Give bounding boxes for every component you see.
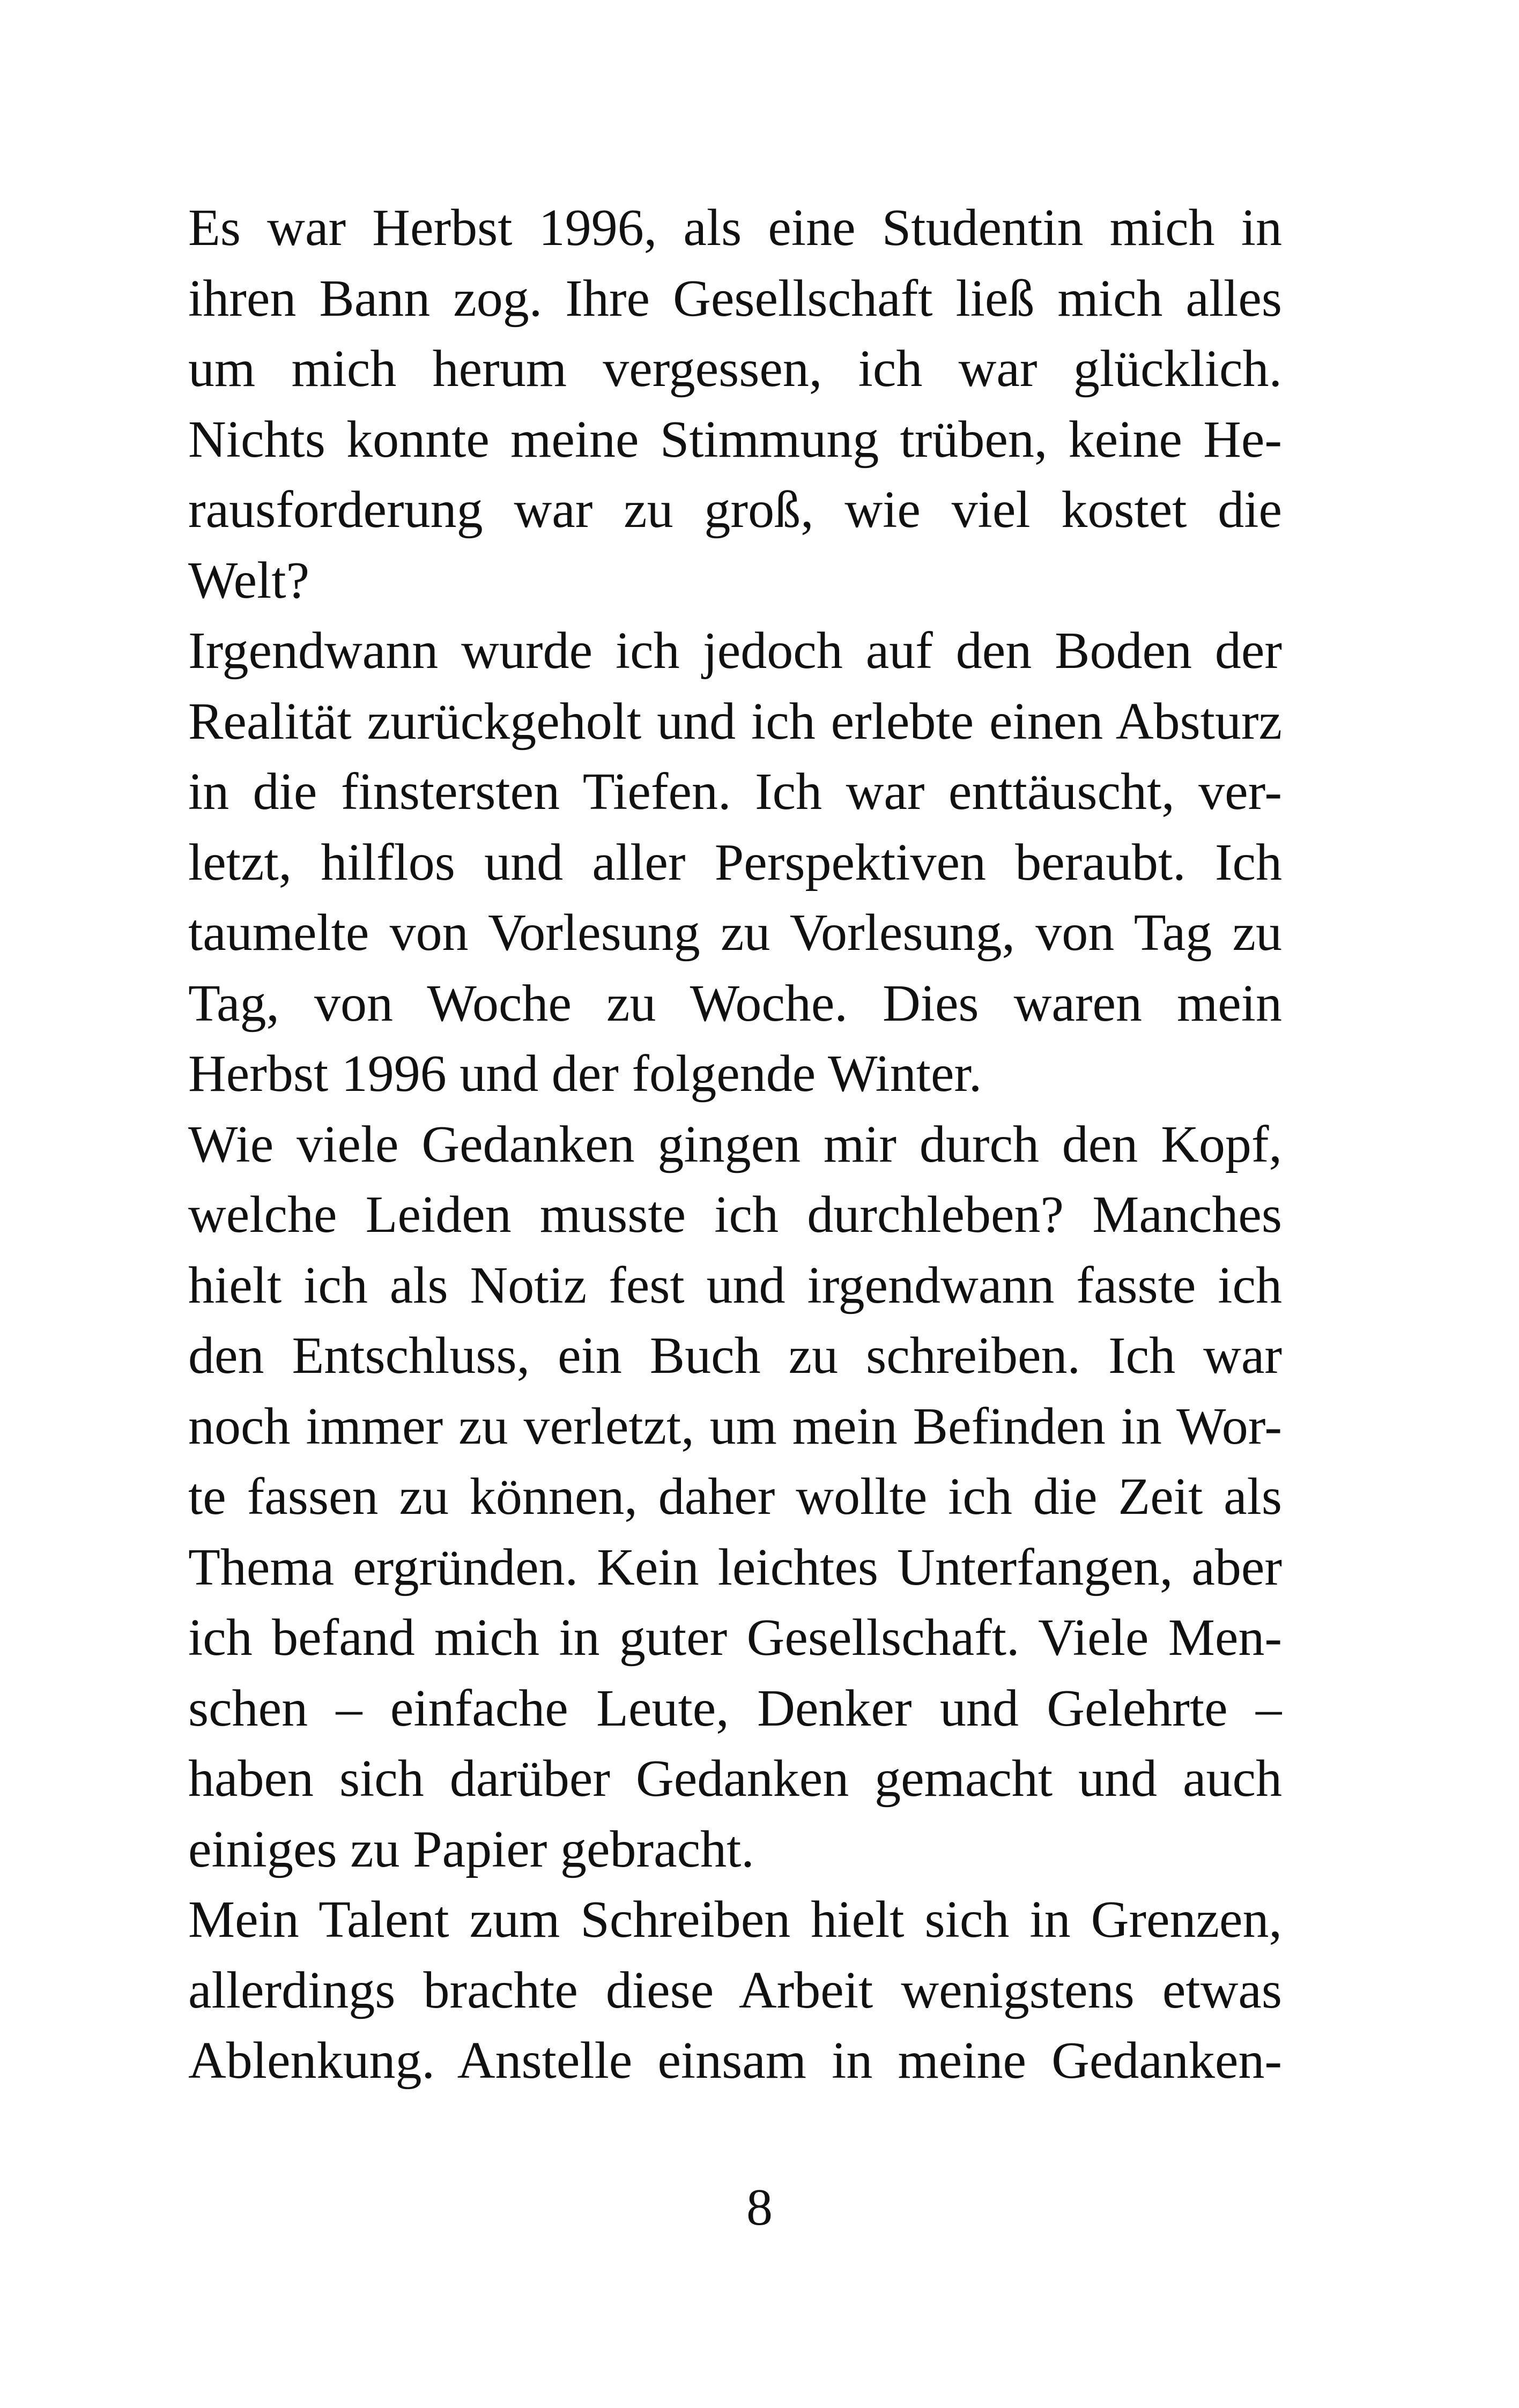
text-line: Welt? [188,551,310,610]
text-line: Herbst 1996 und der folgende Winter. [188,1045,982,1103]
text-line: noch immer zu verletzt, um mein Befinden in Wor- [188,1397,1282,1455]
text-line: Irgendwann wurde ich jedoch auf den Boden der [188,622,1282,680]
text-line: um mich herum vergessen, ich war glücklich. [188,340,1282,398]
text-line: allerdings brachte diese Arbeit wenigstens etwas [188,1961,1282,2019]
text-line: Mein Talent zum Schreiben hielt sich in Grenzen, [188,1891,1282,1949]
text-line: schen – einfache Leute, Denker und Gelehrte – [188,1679,1282,1737]
text-line: Thema ergründen. Kein leichtes Unterfangen, aber [188,1538,1282,1596]
text-line: Es war Herbst 1996, als eine Studentin mich in [188,199,1282,257]
text-line: te fassen zu können, daher wollte ich die Zeit als [188,1468,1282,1526]
text-line: Tag, von Woche zu Woche. Dies waren mein [188,974,1282,1032]
text-line: rausforderung war zu groß, wie viel kostet die [188,481,1282,539]
text-line: den Entschluss, ein Buch zu schreiben. Ich war [188,1327,1282,1385]
page-number: 8 [746,2179,773,2236]
text-line: hielt ich als Notiz fest und irgendwann fasste ich [188,1256,1282,1314]
text-line: Ablenkung. Anstelle einsam in meine Gedanken- [188,2032,1282,2090]
text-line: Wie viele Gedanken gingen mir durch den Kopf, [188,1115,1282,1173]
text-line: haben sich darüber Gedanken gemacht und auch [188,1750,1282,1808]
text-line: letzt, hilflos und aller Perspektiven beraubt. Ich [188,833,1282,891]
text-line: ich befand mich in guter Gesellschaft. Viele Men- [188,1609,1282,1667]
text-line: Nichts konnte meine Stimmung trüben, keine He- [188,410,1282,469]
text-line: Realität zurückgeholt und ich erlebte einen Absturz [188,692,1282,750]
text-line: taumelte von Vorlesung zu Vorlesung, von Tag zu [188,904,1282,962]
body-text [188,193,1282,2097]
text-line: ihren Bann zog. Ihre Gesellschaft ließ mich alles [188,269,1282,328]
text-line: welche Leiden musste ich durchleben? Manches [188,1186,1282,1244]
text-line: in die finstersten Tiefen. Ich war enttäuscht, ver- [188,763,1282,821]
text-line: einiges zu Papier gebracht. [188,1820,754,1878]
